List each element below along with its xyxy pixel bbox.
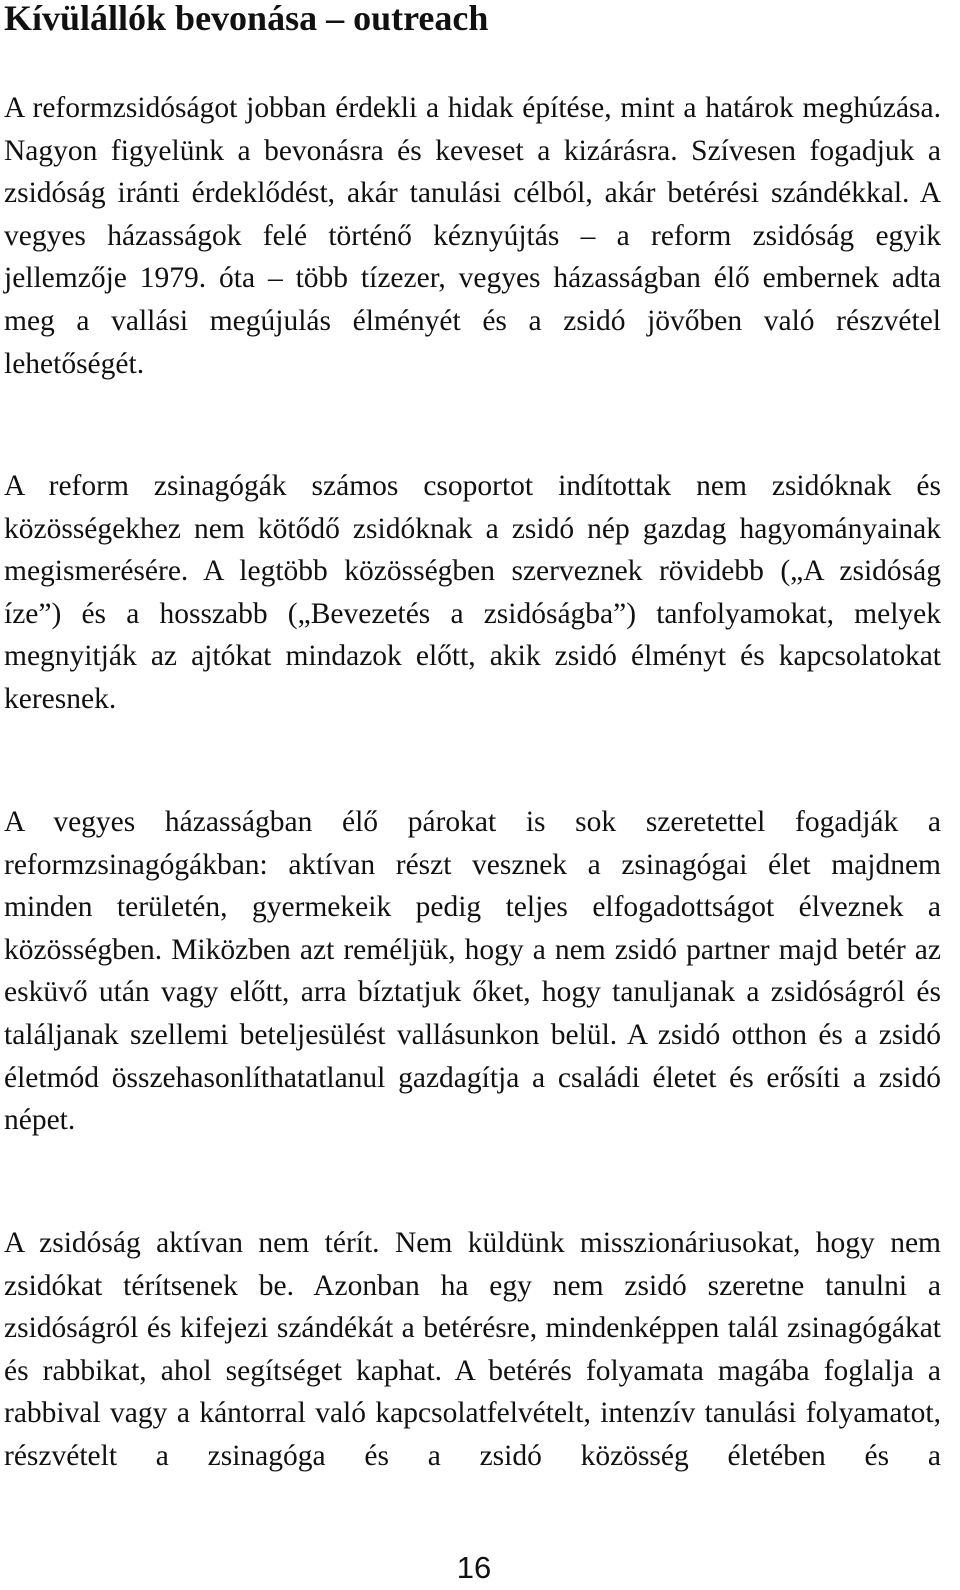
paragraph-reform-synagogue-courses: A reform zsinagógák számos csoportot indítottak nem zsidóknak és közösségekhez nem kötődő zsidóknak a zsidó nép gazdag hagyományainak megismerésére. A legtöbb közösségben szerveznek rövidebb („A zsidóság íze”) és a hosszabb („Bevezetés a zsidóságba”) tanfolyamokat, melyek megnyitják az ajtókat mindazok előtt, akik zsidó élményt és kapcsolatokat keresnek. [4,470,941,715]
paragraph-mixed-marriage-couples: A vegyes házasságban élő párokat is sok szeretettel fogadják a reformzsinagógákban: aktívan részt vesznek a zsinagógai élet majdnem minden területén, gyermekeik pedig teljes elfogadottságot élveznek a közösségben. Miközben azt reméljük, hogy a nem zsidó partner majd betér az esküvő után vagy előtt, arra bíztatjuk őket, hogy tanuljanak a zsidóságról és találjanak szellemi beteljesülést vallásunkon belül. A zsidó otthon és a zsidó életmód összehasonlíthatatlanul gazdagítja a családi életet és erősíti a zsidó népet. [4,806,941,1137]
paragraph-outreach-intro: A reformzsidóságot jobban érdekli a hidak építése, mint a határok meghúzása. Nagyon figyelünk a bevonásra és keveset a kizárásra. Szívesen fogadjuk a zsidóság iránti érdeklődést, akár tanulási célból, akár betérési szándékkal. A vegyes házasságok felé történő kéznyújtás – a reform zsidóság egyik jellemzője 1979. óta – több tízezer, vegyes házasságban élő embernek adta meg a vallási megújulás élményét és a zsidó jövőben való részvétel lehetőségét. [4,92,941,380]
paragraph-conversion: A zsidóság aktívan nem térít. Nem küldünk misszionáriusokat, hogy nem zsidókat térítsenek be. Azonban ha egy nem zsidó szeretne tanulni a zsidóságról és kifejezi szándékát a betérésre, mindenképpen talál zsinagógákat és rabbikat, ahol segítséget kaphat. A betérés folyamata magába foglalja a rabbival vagy a kántorral való kapcsolatfelvételt, intenzív tanulási folyamatot, részvételt a zsinagóga és a zsidó közösség életében és a [4,1227,941,1472]
page-number: 16 [456,1550,492,1585]
section-heading: Kívülállók bevonása – outreach [4,0,489,38]
